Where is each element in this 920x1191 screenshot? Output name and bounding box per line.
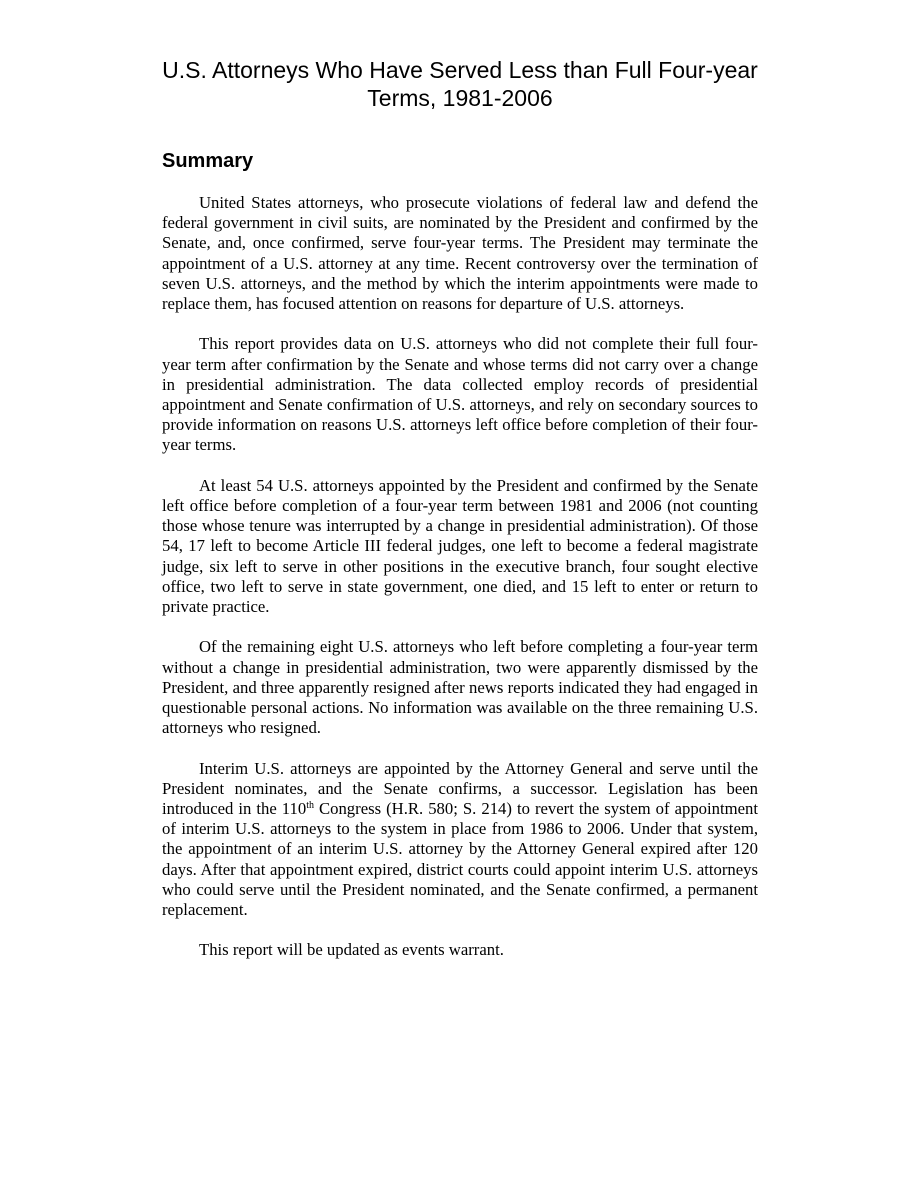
summary-paragraph-4: Of the remaining eight U.S. attorneys who left before completing a four-year term without a change in presidential administration, two were apparently dismissed by the President, and three apparently resigned after news reports indicated they had engaged in questionable personal actions. No information was available on the three remaining U.S. attorneys who resigned. bbox=[162, 637, 758, 738]
summary-paragraph-2: This report provides data on U.S. attorneys who did not complete their full four-year term after confirmation by the Senate and whose terms did not carry over a change in presidential administration. The data collected employ records of presidential appointment and Senate confirmation of U.S. attorneys, and rely on secondary sources to provide information on reasons U.S. attorneys left office before completion of their four-year terms. bbox=[162, 334, 758, 455]
summary-body bbox=[162, 193, 758, 981]
summary-paragraph-5 bbox=[162, 759, 758, 921]
summary-paragraph-1: United States attorneys, who prosecute violations of federal law and defend the federal government in civil suits, are nominated by the President and confirmed by the Senate, and, once confirmed, serve four-year terms. The President may terminate the appointment of a U.S. attorney at any time. Recent controversy over the termination of seven U.S. attorneys, and the method by which the interim appointments were made to replace them, has focused attention on reasons for departure of U.S. attorneys. bbox=[162, 193, 758, 314]
summary-paragraph-3: At least 54 U.S. attorneys appointed by the President and confirmed by the Senate left office before completion of a four-year term between 1981 and 2006 (not counting those whose tenure was interrupted by a change in presidential administration). Of those 54, 17 left to become Article III federal judges, one left to become a federal magistrate judge, six left to serve in other positions in the executive branch, four sought elective office, two left to serve in state government, one died, and 15 left to enter or return to private practice. bbox=[162, 475, 758, 617]
paragraph-5-text-end: Congress (H.R. 580; S. 214) to revert the system of appointment of interim U.S. attorneys to the system in place from 1986 to 2006. Under that system, the appointment of an interim U.S. attorney by the Attorney General expired after 120 days. After that appointment expired, district courts could appoint interim U.S. attorneys who could serve until the President nominated, and the Senate confirmed, a permanent replacement. bbox=[162, 799, 758, 920]
ordinal-superscript: th bbox=[306, 800, 314, 812]
paragraph-5-text-start: Interim U.S. attorneys are appointed by the Attorney General and serve until the President nominates, and the Senate confirms, a successor. Legislation has been introduced in the 110 bbox=[162, 758, 758, 819]
summary-paragraph-6: This report will be updated as events warrant. bbox=[199, 940, 504, 960]
summary-heading: Summary bbox=[162, 150, 254, 172]
document-title: U.S. Attorneys Who Have Served Less than Full Four-year Terms, 1981-2006 bbox=[162, 57, 758, 111]
